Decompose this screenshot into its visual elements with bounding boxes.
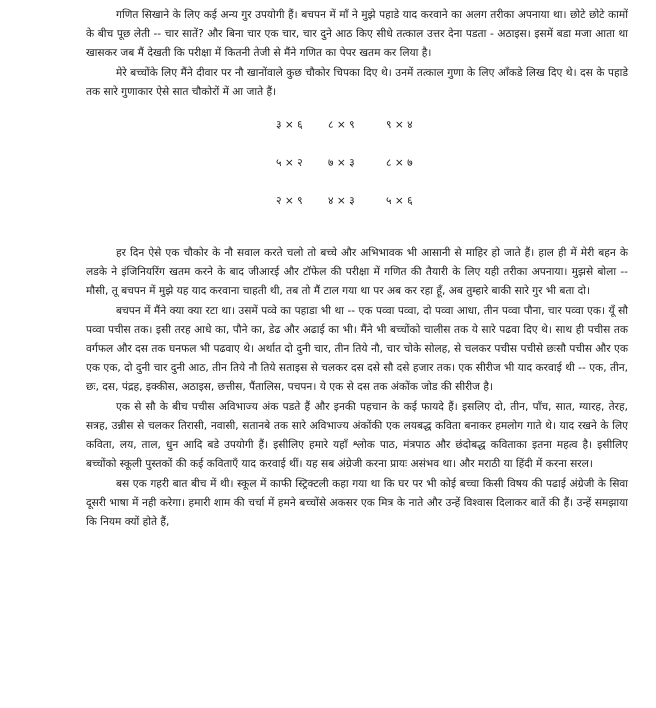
paragraph-prime-numbers: एक से सौ के बीच पचीस अविभाज्य अंक पडते हैं और इनकी पहचान के कई फायदे हैं। इसलिए दो, तीन, पाँच, सात, ग्यारह, तेरह, सत्रह, उन्नीस से चलकर तिरासी, नवासी, सतानबे तक सारे अविभाज्य अंकोंकी एक लयबद्ध कविता बनाकर हमलोग गाते थे। याद रखने के लिए कविता, लय, ताल, धुन आदि बडे उपयोगी हैं। इसीलिए हमारे यहाँ श्लोक पाठ, मंत्रपाठ और छंदोबद्ध कविताका इतना महत्व है। इसीलिए बच्चोंको स्कूली पुस्तकों की कई कविताएँ याद करवाई थीं। यह सब अंग्रेजी करना प्रायः असंभव था। और मराठी या हिंदी में करना सरल। — [86, 401, 628, 470]
grid-cell: २ × ९ — [276, 195, 303, 207]
grid-cell: ५ × २ — [276, 157, 303, 169]
paragraph-wall-grids: मेरे बच्चोंके लिए मैंने दीवार पर नौ खानोंवाले कुछ चौकोर चिपका दिए थे। उनमें तत्काल गुणा के लिए आँकडे लिख दिए थे। दस के पहाडे तक सारे गुणाकार ऐसे सात चौकोरों में आ जाते हैं। — [86, 67, 628, 98]
multiplication-grid — [86, 116, 628, 230]
grid-row — [86, 154, 628, 192]
paragraph-daily-practice: हर दिन ऐसे एक चौकोर के नौ सवाल करते चलो तो बच्चे और अभिभावक भी आसानी से माहिर हो जाते हैं। हाल ही में मेरी बहन के लडके ने इंजिनियरिंग खतम करने के बाद जीआरई और टॉफेल की परीक्षा में गणित की तैयारी के लिए यही तरीका अपनाया। मुझसे बोला -- मौसी, तू बचपन में मुझे यह याद करवाना चाहती थी, तब तो मैं टाल गया था पर अब कर रहा हूँ, अब तुम्हारे बाकी सारे गुर भी बता दो। — [86, 247, 628, 297]
grid-cell: ७ × ३ — [328, 157, 355, 169]
grid-row — [86, 192, 628, 230]
grid-cell: ४ × ३ — [328, 195, 355, 207]
paragraph-math-tricks: गणित सिखाने के लिए कई अन्य गुर उपयोगी हैं। बचपन में माँ ने मुझे पहाडे याद करवाने का अलग तरीका अपनाया था। छोटे छोटे कामों के बीच पूछ लेती -- चार सातें? और बिना चार एक चार, चार दुने आठ किए सीधे तत्काल उत्तर देना पडता - अठाइस। इसमें बडा मजा आता था खासकर जब मैं देखती कि परीक्षा में कितनी तेजी से मैंने गणित का पेपर खतम कर लिया है। — [86, 9, 628, 59]
grid-cell: ८ × ९ — [328, 119, 355, 131]
grid-row — [86, 116, 628, 154]
grid-cell: ३ × ६ — [276, 119, 303, 131]
paragraph-childhood-rote: बचपन में मैंने क्या क्या रटा था। उसमें पव्वे का पहाडा भी था -- एक पव्वा पव्वा, दो पव्वा आधा, तीन पव्वा पौना, चार पव्वा एक। यूँ सौ पव्वा पचीस तक। इसी तरह आधे का, पौने का, डेढ और अढाई का भी। मैंने भी बच्चोंको चालीस तक ये सारे पढवा दिए थे। साथ ही पचीस तक वर्गफल और दस तक घनफल भी पढवाए थे। अर्थात दो दुनी चार, तीन तिये नौ, चार चोके सोलह, से चलकर पचीस पचीसे छःसौ पचीस और एक एक एक, दो दुनी चार दुनी आठ, तीन तिये नौ तिये सताइस से चलकर दस दसे सौ दसे हजार तक। एक सीरीज भी याद करवाई थी -- एक, तीन, छः, दस, पंद्रह, इक्कीस, अठाइस, छत्तीस, पैंतालिस, पचपन। ये एक से दस तक अंकोंक जोड की सीरीज है। — [86, 305, 628, 393]
paragraph-school-rule: बस एक गहरी बात बीच में थी। स्कूल में काफी स्ट्रिक्टली कहा गया था कि घर पर भी कोई बच्चा किसी विषय की पढाई अंग्रेजी के सिवा दूसरी भाषा में नही करेगा। हमारी शाम की चर्चा में हमने बच्चोंसे अकसर एक मित्र के नाते और उन्हें विश्वास दिलाकर बातें की हैं। उन्हें समझाया कि नियम क्यों होते हैं, — [86, 478, 628, 528]
grid-cell: ५ × ६ — [386, 195, 413, 207]
grid-cell: ८ × ७ — [386, 157, 413, 169]
grid-cell: ९ × ४ — [386, 119, 413, 131]
